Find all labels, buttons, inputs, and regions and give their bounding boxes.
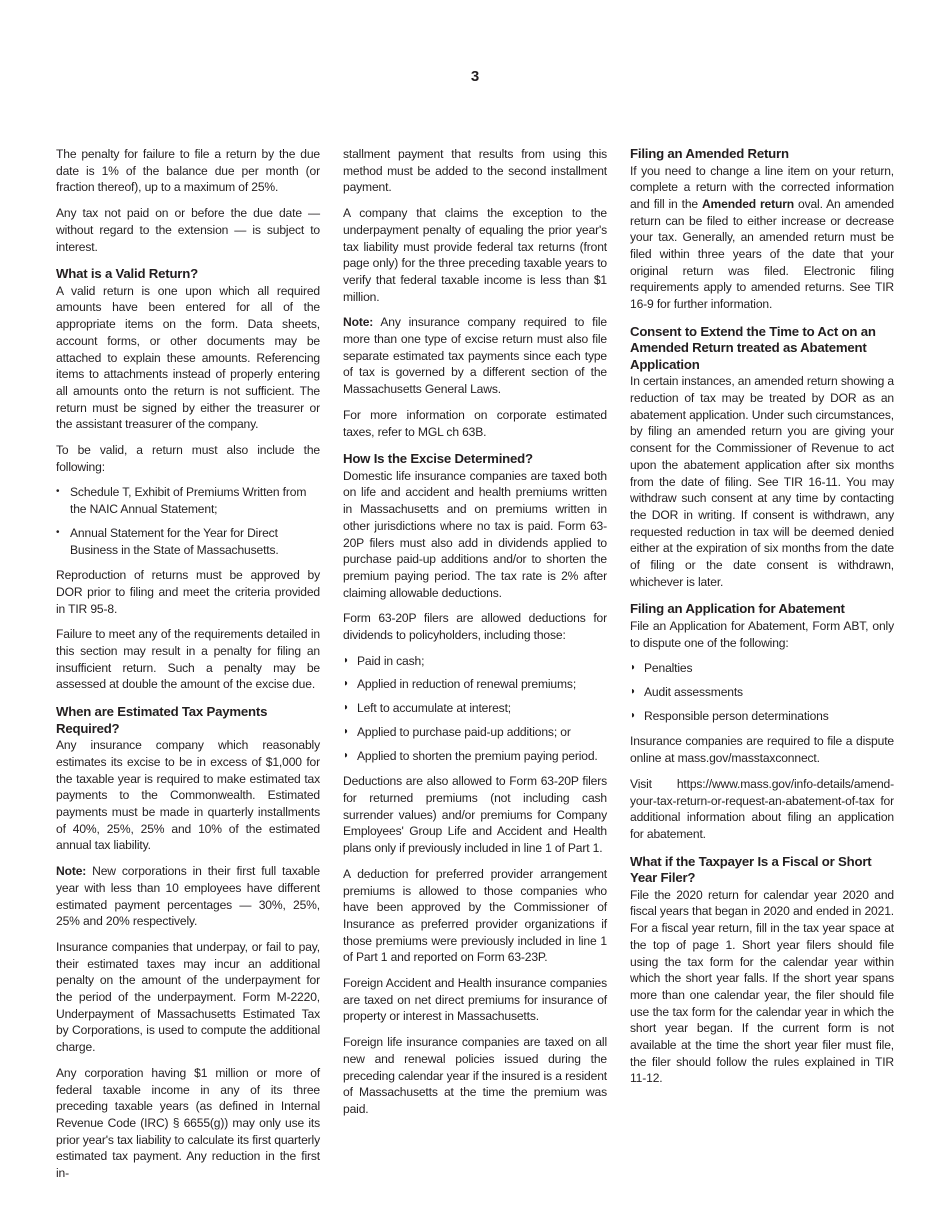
list-item: • Annual Statement for the Year for Direct Business in the State of Massachusetts.: [56, 525, 279, 557]
heading-estimated-payments: When are Estimated Tax Payments Required?: [56, 704, 268, 736]
column-right: [630, 146, 894, 1096]
paragraph-insufficient-return: Failure to meet any of the requirements detailed in this section may result in a penalty for filing an insufficient return. Such a penalty may be assessed at double the amount of the excise due.: [56, 627, 320, 692]
paragraph-installment-continued: stallment payment that results from using this method must be added to the second installment payment.: [343, 147, 607, 195]
list-item: ◗ Audit assessments: [630, 685, 743, 700]
paragraph-dispute-online: Insurance companies are required to file a dispute online at mass.gov/masstaxconnect.: [630, 734, 894, 766]
paragraph-new-corporations-note: Note: New corporations in their first full taxable year with less than 10 employees have different estimated payment percentages — 30%, 25%, 25% and 20% respectively.: [56, 864, 320, 929]
list-item: ◗ Penalties: [630, 661, 693, 676]
list-valid-requirements: [56, 484, 320, 558]
heading-valid-return: What is a Valid Return?: [56, 266, 198, 282]
heading-consent-extend: Consent to Extend the Time to Act on an Amended Return treated as Abatement Application: [630, 323, 876, 372]
note-label: Note:: [343, 315, 374, 330]
list-item: ◗ Responsible person determinations: [630, 708, 829, 723]
list-item: ◗ Left to accumulate at interest;: [343, 701, 511, 716]
paragraph-more-info: For more information on corporate estimated taxes, refer to MGL ch 63B.: [343, 407, 607, 439]
paragraph-interest: Any tax not paid on or before the due date — without regard to the extension — is subject to interest.: [56, 206, 320, 254]
bullet-half-circle-icon: ◗: [343, 725, 349, 737]
list-dividend-deductions: [343, 653, 607, 765]
list-item: ◗ Paid in cash;: [343, 653, 425, 668]
paragraph-returned-premiums: Deductions are also allowed to Form 63-20P filers for returned premiums (not including cash surrender values) and/or premiums for Company Employees' Group Life and Accident and Health plans only if previously included in line 1 of Part 1.: [343, 774, 607, 856]
paragraph-foreign-accident-health: Foreign Accident and Health insurance companies are taxed on net direct premiums for insurance of property or interest in Massachusetts.: [343, 976, 607, 1024]
bullet-dot-icon: •: [56, 526, 60, 538]
paragraph-fiscal-short-year: File the 2020 return for calendar year 2020 and fiscal years that began in 2020 and ended in 2021. For a fiscal year return, fill in the tax year space at the top of page 1. Short year filers should file using the tax form for the calendar year within which the short year falls. If the short year spans more than one calendar year, the filer should file use the tax form for the calendar year in which the short year began. If the current form is not available at the time the short year filer must file, the filer should follow the rules explained in TIR 11-12.: [630, 887, 894, 1086]
bullet-half-circle-icon: ◗: [630, 709, 636, 721]
paragraph-abatement-intro: File an Application for Abatement, Form ABT, only to dispute one of the following:: [630, 618, 894, 650]
page-number: 3: [470, 68, 480, 85]
paragraph-preferred-provider: A deduction for preferred provider arrangement premiums is allowed to those companies who have been approved by the Commissioner of Insurance as preferred provider organizations if those premiums were previously included in line 1 of Part 1 and reported on Form 63-23P.: [343, 866, 607, 965]
list-item: ◗ Applied to purchase paid-up additions; or: [343, 724, 571, 739]
paragraph-amended-return: If you need to change a line item on your return, complete a return with the corrected information and fill in the Amended return oval. An amended return can be filed to either increase or decrease your tax. Generally, an amended return must be filed within three years of the date that your original return was filed. Electronic filing requirements apply to amended returns. See TIR 16-9 for further information.: [630, 163, 894, 312]
paragraph-domestic-life: Domestic life insurance companies are taxed both on life and accident and health premiums written in Massachusetts and on premiums written in other jurisdictions where no tax is paid. Form 63-20P filers must also add in dividends applied to purchase paid-up additions and/or to shorten the premium paying period. The tax rate is 2% after claiming allowable deductions.: [343, 468, 607, 600]
amended-return-label: Amended return: [701, 196, 795, 211]
paragraph-multiple-returns-note: Note: Any insurance company required to file more than one type of excise return must also file separate estimated tax payments since each type of tax is governed by a different section of the Massachusetts General Laws.: [343, 315, 607, 397]
bullet-half-circle-icon: ◗: [343, 702, 349, 714]
heading-fiscal-short-year: What if the Taxpayer Is a Fiscal or Short Year Filer?: [630, 853, 872, 886]
paragraph-deductions-intro: Form 63-20P filers are allowed deductions for dividends to policyholders, including those:: [343, 611, 607, 643]
heading-excise-determined: How Is the Excise Determined?: [343, 451, 533, 467]
bullet-half-circle-icon: ◗: [343, 678, 349, 690]
list-item: ◗ Applied in reduction of renewal premiums;: [343, 677, 577, 692]
paragraph-valid-includes: To be valid, a return must also include the following:: [56, 443, 320, 474]
column-left: [56, 146, 320, 1191]
heading-amended-return: Filing an Amended Return: [630, 146, 789, 161]
bullet-dot-icon: •: [56, 486, 60, 498]
paragraph-reproduction: Reproduction of returns must be approved by DOR prior to filing and meet the criteria provided in TIR 95-8.: [56, 568, 320, 616]
list-abatement-disputes: [630, 660, 894, 724]
paragraph-valid-return: A valid return is one upon which all required amounts have been entered for all of the appropriate items on the form. Data sheets, account forms, or other documents may be attached to explain these amounts. Referencing items to attachments instead of properly entering all amounts onto the return is not sufficient. The return must be signed by either the treasurer or the assistant treasurer of the company.: [56, 283, 320, 432]
column-middle: [343, 146, 607, 1127]
paragraph-exception: A company that claims the exception to the underpayment penalty of equaling the prior year's tax liability must provide federal tax returns (front page only) for the three preceding taxable years to verify that federal taxable income is less than $1 million.: [343, 206, 607, 304]
bullet-half-circle-icon: ◗: [343, 749, 349, 761]
list-item: • Schedule T, Exhibit of Premiums Written from the NAIC Annual Statement;: [56, 485, 307, 517]
paragraph-large-corporation: Any corporation having $1 million or more of federal taxable income in any of its three preceding taxable years (as defined in Internal Revenue Code (IRC) § 6655(g)) may only use its prior year's tax liability to calculate its first quarterly estimated tax payment. Any reduction in the first in-: [56, 1065, 320, 1181]
paragraph-underpayment: Insurance companies that underpay, or fail to pay, their estimated taxes may incur an additional penalty on the amount of the underpayment for the period of the underpayment. Form M-2220, Underpayment of Massachusetts Estimated Tax by Corporations, is used to compute the additional charge.: [56, 939, 320, 1055]
bullet-half-circle-icon: ◗: [630, 662, 636, 674]
bullet-half-circle-icon: ◗: [343, 654, 349, 666]
heading-application-abatement: Filing an Application for Abatement: [630, 601, 845, 617]
paragraph-late-filing-penalty: The penalty for failure to file a return by the due date is 1% of the balance due per month (or fraction thereof), up to a maximum of 25%.: [56, 147, 320, 195]
paragraph-visit-url: Visit https://www.mass.gov/info-details/amend-your-tax-return-or-request-an-abatement-of-tax for additional information about filing an application for abatement.: [630, 776, 894, 841]
note-label: Note:: [56, 864, 87, 879]
paragraph-foreign-life: Foreign life insurance companies are taxed on all new and renewal policies issued during the preceding calendar year if the insured is a resident of Massachusetts at the time the premium was paid.: [343, 1035, 607, 1116]
bullet-half-circle-icon: ◗: [630, 686, 636, 698]
paragraph-consent-extend: In certain instances, an amended return showing a reduction of tax may be treated by DOR as an abatement application. Under such circumstances, by filing an amended return you are giving your consent for the Commissioner of Revenue to act upon the abatement application after six months from the date of filing. See TIR 16-11. You may withdraw such consent at any time by contacting the DOR in writing. If consent is withdrawn, any requested reduction in tax will be deemed denied either at the expiration of six months from the date of filing or the date consent is withdrawn, whichever is later.: [630, 374, 894, 589]
paragraph-estimated-payments: Any insurance company which reasonably estimates its excise to be in excess of $1,000 for the taxable year is required to make estimated tax payments to the Commonwealth. Estimated payments must be made in quarterly installments of 40%, 25%, 25% and 10% of the estimated annual tax liability.: [56, 738, 320, 853]
list-item: ◗ Applied to shorten the premium paying period.: [343, 748, 598, 763]
